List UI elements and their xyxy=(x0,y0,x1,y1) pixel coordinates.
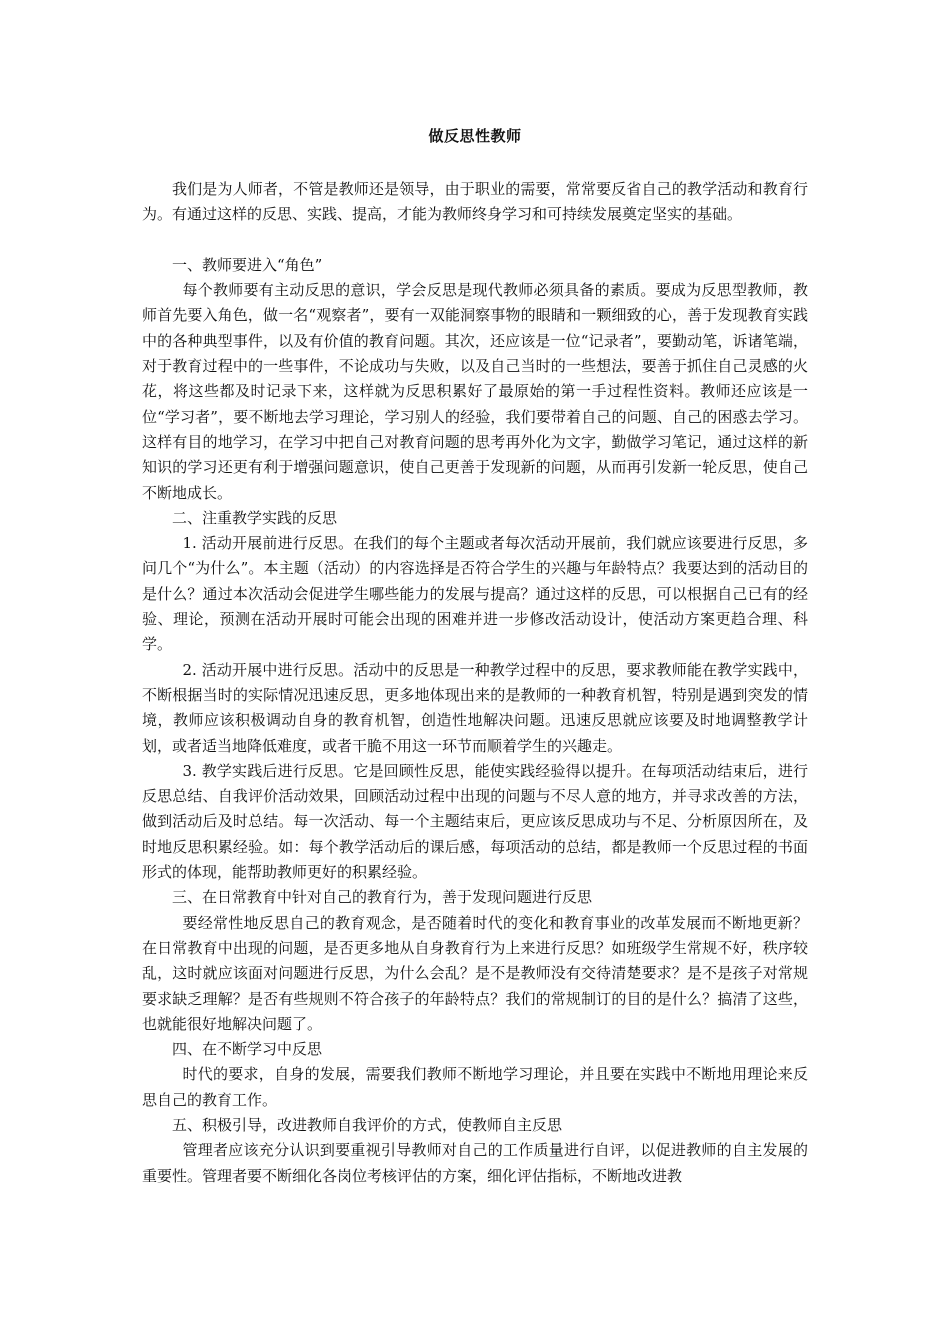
document-title: 做反思性教师 xyxy=(428,127,522,145)
section-1-heading: 一、教师要进入“角色” xyxy=(172,255,323,274)
intro-paragraph: 我们是为人师者，不管是教师还是领导，由于职业的需要，常常要反省自己的教学活动和教育行为。有通过这样的反思、实践、提高，才能为教师终身学习和可持续发展奠定坚实的基础。 xyxy=(142,180,808,224)
section-5-heading: 五、积极引导，改进教师自我评价的方式，使教师自主反思 xyxy=(172,1115,563,1134)
section-3-paragraph: 要经常性地反思自己的教育观念，是否随着时代的变化和教育事业的改革发展而不断地更新？在日常教育中出现的问题，是否更多地从自身教育行为上来进行反思？如班级学生常规不好，秩序较乱，这时就应该面对问题进行反思，为什么会乱？是不是教师没有交待清楚要求？是不是孩子对常规要求缺乏理解？是否有些规则不符合孩子的年龄特点？我们的常规制订的目的是什么？搞清了这些，也就能很好地解决问题了。 xyxy=(142,913,808,1033)
section-1-paragraph: 每个教师要有主动反思的意识，学会反思是现代教师必须具备的素质。要成为反思型教师，教师首先要入角色，做一名“观察者”，要有一双能洞察事物的眼睛和一颗细致的心，善于发现教育实践中的各种典型事件，以及有价值的教育问题。其次，还应该是一位“记录者”，要勤动笔，诉诸笔端，对于教育过程中的一些事件，不论成功与失败，以及自己当时的一些想法，要善于抓住自己灵感的火花，将这些都及时记录下来，这样就为反思积累好了最原始的第一手过程性资料。教师还应该是一位“学习者”，要不断地去学习理论，学习别人的经验，我们要带着自己的问题、自己的困惑去学习。这样有目的地学习，在学习中把自己对教育问题的思考再外化为文字，勤做学习笔记，通过这样的新知识的学习还更有利于增强问题意识，使自己更善于发现新的问题，从而再引发新一轮反思，使自己不断地成长。 xyxy=(142,281,808,502)
section-5-paragraph: 管理者应该充分认识到要重视引导教师对自己的工作质量进行自评，以促进教师的自主发展的重要性。管理者要不断细化各岗位考核评估的方案，细化评估指标，不断地改进教 xyxy=(142,1141,808,1185)
paragraph-spacer xyxy=(142,228,808,253)
section-4-paragraph: 时代的要求，自身的发展，需要我们教师不断地学习理论，并且要在实践中不断地用理论来反思自己的教育工作。 xyxy=(142,1065,808,1109)
section-3-heading: 三、在日常教育中针对自己的教育行为，善于发现问题进行反思 xyxy=(172,888,593,907)
section-2-heading: 二、注重教学实践的反思 xyxy=(172,508,338,527)
section-2-item-3: 3. 教学实践后进行反思。它是回顾性反思，能使实践经验得以提升。在每项活动结束后，进行反思总结、自我评价活动效果，回顾活动过程中出现的问题与不尽人意的地方，并寻求改善的方法，做到活动后及时总结。每一次活动、每一个主题结束后，更应该反思成功与不足、分析原因所在，及时地反思积累经验。如：每个教学活动后的课后感，每项活动的总结，都是教师一个反思过程的书面形式的体现，能帮助教师更好的积累经验。 xyxy=(142,761,808,882)
document-body xyxy=(142,177,808,1189)
section-2-item-1: 1. 活动开展前进行反思。在我们的每个主题或者每次活动开展前，我们就应该要进行反思，多问几个“为什么”。本主题（活动）的内容选择是否符合学生的兴趣与年龄特点？我要达到的活动目的是什么？通过本次活动会促进学生哪些能力的发展与提高？通过这样的反思，可以根据自己已有的经验、理论，预测在活动开展时可能会出现的困难并进一步修改活动设计，使活动方案更趋合理、科学。 xyxy=(142,534,808,654)
section-4-heading: 四、在不断学习中反思 xyxy=(172,1040,323,1059)
section-2-item-2: 2. 活动开展中进行反思。活动中的反思是一种教学过程中的反思，要求教师能在教学实践中，不断根据当时的实际情况迅速反思，更多地体现出来的是教师的一种教育机智，特别是遇到突发的情境，教师应该积极调动自身的教育机智，创造性地解决问题。迅速反思就应该要及时地调整教学计划，或者适当地降低难度，或者干脆不用这一环节而顺着学生的兴趣走。 xyxy=(142,660,808,755)
